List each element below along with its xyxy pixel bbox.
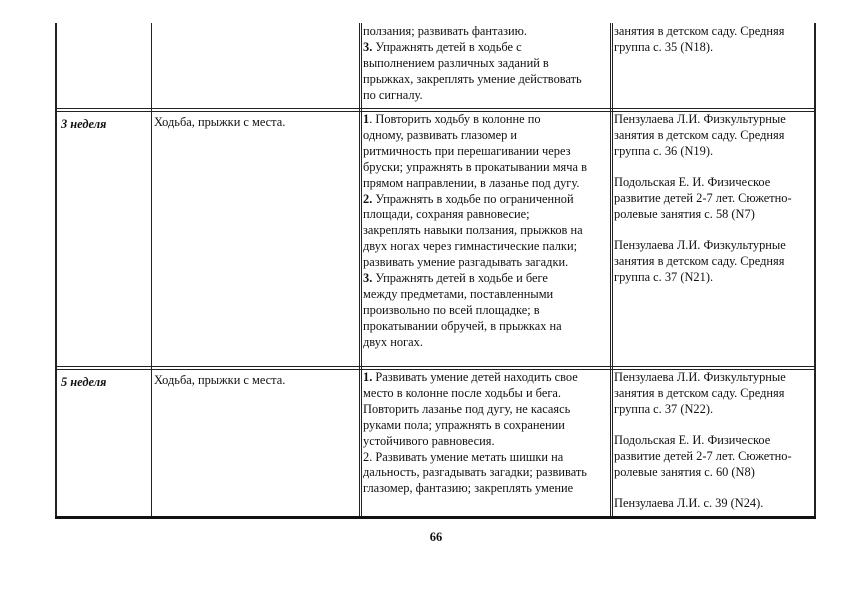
source-line: Подольская Е. И. Физическое bbox=[614, 432, 771, 447]
source-line: занятия в детском саду. Средняя bbox=[614, 254, 785, 269]
source-line: группа с. 35 (N18). bbox=[614, 39, 714, 54]
topic-text: Ходьба, прыжки с места. bbox=[154, 373, 286, 387]
task-line: место в колонне после ходьбы и бега. bbox=[363, 385, 562, 400]
column-divider bbox=[610, 23, 611, 519]
task-line: по сигналу. bbox=[363, 87, 423, 102]
source-line: группа с. 37 (N22). bbox=[614, 401, 714, 416]
spacer bbox=[614, 418, 814, 433]
task-line: площади, сохраняя равновесие; bbox=[363, 207, 530, 222]
source-reference bbox=[614, 238, 814, 286]
source-line: ролевые занятия с. 58 (N7) bbox=[614, 206, 755, 221]
row1-tasks-cell bbox=[363, 24, 609, 104]
task-line: ритмичность при перешагивании через bbox=[363, 143, 571, 158]
task-line: глазомер, фантазию; закреплять умение bbox=[363, 481, 574, 496]
source-line: развитие детей 2-7 лет. Сюжетно- bbox=[614, 190, 792, 205]
source-line: ролевые занятия с. 60 (N8) bbox=[614, 464, 755, 479]
topic-text: Ходьба, прыжки с места. bbox=[154, 115, 286, 129]
source-line: занятия в детском саду. Средняя bbox=[614, 24, 785, 38]
column-divider bbox=[361, 23, 362, 519]
source-reference bbox=[614, 175, 814, 223]
task-line: ползания; развивать фантазию. bbox=[363, 24, 527, 38]
table-border-left bbox=[55, 23, 57, 519]
column-divider bbox=[612, 23, 613, 519]
source-line: группа с. 36 (N19). bbox=[614, 143, 714, 158]
row1-sources-cell bbox=[614, 24, 814, 56]
source-line: развитие детей 2-7 лет. Сюжетно- bbox=[614, 448, 792, 463]
task-line: 1. Развивать умение детей находить свое bbox=[363, 370, 578, 384]
source-line: Пензулаева Л.И. Физкультурные bbox=[614, 370, 786, 384]
lesson-plan-table bbox=[55, 23, 816, 519]
task-line: развивать умение разгадывать загадки. bbox=[363, 255, 569, 270]
source-line: Пензулаева Л.И. Физкультурные bbox=[614, 238, 786, 253]
row3-sources-cell bbox=[614, 370, 814, 512]
table-border-bottom bbox=[55, 516, 816, 519]
task-line: прямом направлении, в лазанье под дугу. bbox=[363, 175, 580, 190]
task-line: 3. Упражнять детей в ходьбе с bbox=[363, 39, 522, 54]
task-line: устойчивого равновесия. bbox=[363, 433, 495, 448]
source-line: занятия в детском саду. Средняя bbox=[614, 127, 785, 142]
task-line: прыжках, закреплять умение действовать bbox=[363, 71, 582, 86]
row2-tasks-cell bbox=[363, 112, 609, 351]
task-line: бруски; упражнять в прокатывании мяча в bbox=[363, 159, 587, 174]
row3-tasks-cell bbox=[363, 370, 609, 497]
task-line: 2. Упражнять в ходьбе по ограниченной bbox=[363, 191, 574, 206]
task-line: Повторить лазанье под дугу, не касаясь bbox=[363, 401, 571, 416]
column-divider bbox=[151, 23, 152, 519]
row-divider bbox=[55, 366, 816, 367]
row2-sources-cell bbox=[614, 112, 814, 286]
source-line: занятия в детском саду. Средняя bbox=[614, 385, 785, 400]
task-line: прокатывании обручей, в прыжках на bbox=[363, 318, 562, 333]
source-reference bbox=[614, 433, 814, 481]
week-label: 5 неделя bbox=[61, 375, 107, 389]
table-border-right bbox=[814, 23, 816, 519]
task-line: двух ногах. bbox=[363, 334, 423, 349]
column-divider bbox=[359, 23, 360, 519]
task-line: двух ногах через гимнастические палки; bbox=[363, 239, 578, 254]
spacer bbox=[614, 480, 814, 496]
task-line: произвольно по всей площадке; в bbox=[363, 302, 540, 317]
source-reference bbox=[614, 370, 814, 418]
week-label: 3 неделя bbox=[61, 117, 107, 131]
source-line: Подольская Е. И. Физическое bbox=[614, 174, 771, 189]
task-line: одному, развивать глазомер и bbox=[363, 127, 518, 142]
task-line: закреплять навыки ползания, прыжков на bbox=[363, 223, 583, 238]
task-line: выполнением различных заданий в bbox=[363, 55, 549, 70]
spacer bbox=[614, 160, 814, 175]
source-line: Пензулаева Л.И. Физкультурные bbox=[614, 112, 786, 126]
source-reference bbox=[614, 112, 814, 160]
page-number: 66 bbox=[429, 530, 443, 544]
source-line: Пензулаева Л.И. с. 39 (N24). bbox=[614, 496, 764, 511]
task-line: 3. Упражнять детей в ходьбе и беге bbox=[363, 271, 548, 286]
row-divider bbox=[55, 108, 816, 109]
source-reference bbox=[614, 496, 814, 512]
task-line: дальность, разгадывать загадки; развивать bbox=[363, 465, 587, 480]
task-line: руками пола; упражнять в сохранении bbox=[363, 417, 565, 432]
task-line: 1. Повторить ходьбу в колонне по bbox=[363, 112, 541, 126]
spacer bbox=[614, 222, 814, 238]
task-line: между предметами, поставленными bbox=[363, 286, 554, 301]
task-line: 2. Развивать умение метать шишки на bbox=[363, 449, 564, 464]
source-line: группа с. 37 (N21). bbox=[614, 270, 714, 285]
